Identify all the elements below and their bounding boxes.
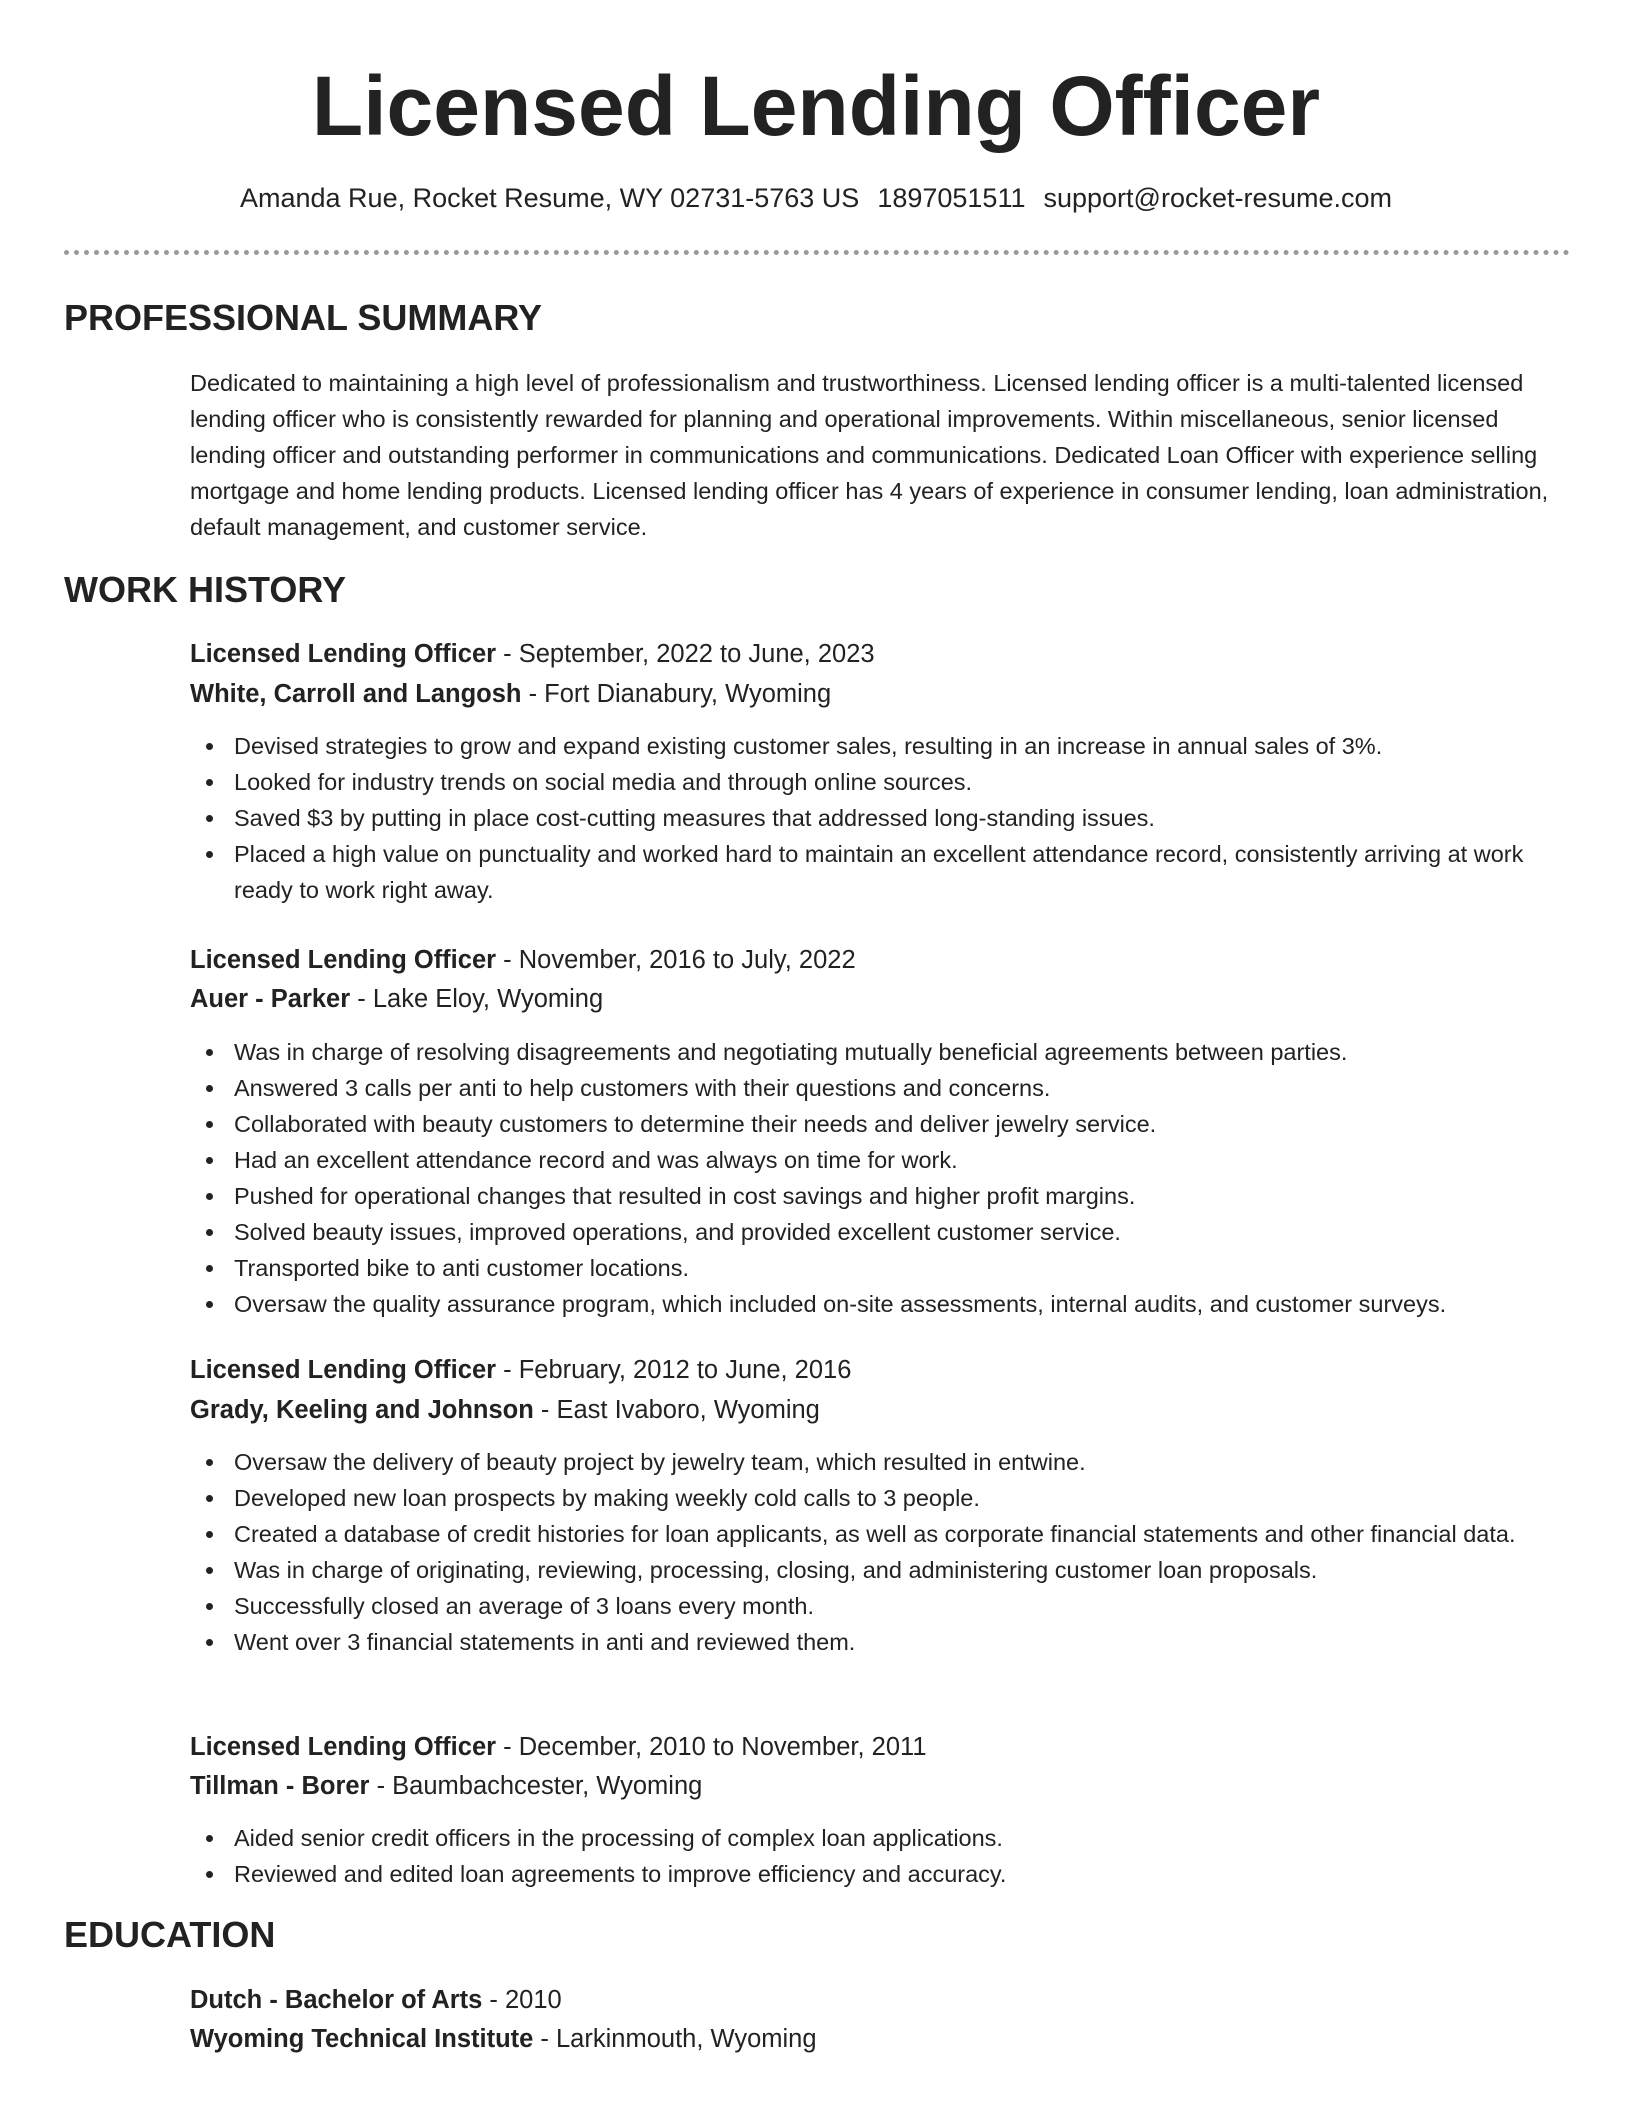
- job-1-company-line: [190, 676, 831, 712]
- job-3-company-line: [190, 1392, 820, 1428]
- education-location: - Larkinmouth, Wyoming: [533, 2025, 817, 2053]
- job-4-title: Licensed Lending Officer: [190, 1733, 497, 1761]
- job-2-bullet-3: Collaborated with beauty customers to determine their needs and deliver jewelry service.: [190, 1106, 1556, 1142]
- job-4-bullets: [190, 1820, 1556, 1892]
- education-year: - 2010: [482, 1986, 562, 2014]
- job-2-bullet-4: Had an excellent attendance record and was always on time for work.: [190, 1142, 1556, 1178]
- job-3-bullet-5: Successfully closed an average of 3 loans every month.: [190, 1588, 1556, 1624]
- job-1-bullet-4: Placed a high value on punctuality and worked hard to maintain an excellent attendance record, consistently arriving at work ready to work right away.: [190, 836, 1556, 908]
- job-4-location: - Baumbachcester, Wyoming: [369, 1772, 703, 1800]
- job-3-bullet-4: Was in charge of originating, reviewing, processing, closing, and administering customer loan proposals.: [190, 1552, 1556, 1588]
- summary-heading: PROFESSIONAL SUMMARY: [64, 297, 543, 338]
- job-1-company: White, Carroll and Langosh: [190, 680, 522, 708]
- education-heading: EDUCATION: [64, 1914, 276, 1955]
- job-3-company: Grady, Keeling and Johnson: [190, 1396, 534, 1424]
- job-1-bullets: [190, 728, 1556, 908]
- job-1-bullet-2: Looked for industry trends on social media and through online sources.: [190, 764, 1556, 800]
- job-2-company-line: [190, 981, 603, 1017]
- work-history-heading: WORK HISTORY: [64, 569, 347, 610]
- job-4-dates: - December, 2010 to November, 2011: [496, 1733, 927, 1761]
- contact-phone: 1897051511: [877, 183, 1026, 213]
- job-4-bullet-2: Reviewed and edited loan agreements to improve efficiency and accuracy.: [190, 1856, 1556, 1892]
- job-2-company: Auer - Parker: [190, 985, 351, 1013]
- job-2-bullet-1: Was in charge of resolving disagreements and negotiating mutually beneficial agreements between parties.: [190, 1034, 1556, 1070]
- contact-email: support@rocket-resume.com: [1043, 183, 1393, 213]
- job-1-title: Licensed Lending Officer: [190, 640, 497, 668]
- job-2-title: Licensed Lending Officer: [190, 946, 497, 974]
- education-school-line: [190, 2021, 817, 2057]
- job-2-bullet-6: Solved beauty issues, improved operations, and provided excellent customer service.: [190, 1214, 1556, 1250]
- education-school: Wyoming Technical Institute: [190, 2025, 534, 2053]
- job-1-location: - Fort Dianabury, Wyoming: [521, 680, 832, 708]
- job-3-title: Licensed Lending Officer: [190, 1356, 497, 1384]
- resume-title: Licensed Lending Officer: [311, 59, 1321, 153]
- job-2-location: - Lake Eloy, Wyoming: [350, 985, 604, 1013]
- job-4-title-line: [190, 1729, 927, 1765]
- job-1-dates: - September, 2022 to June, 2023: [496, 640, 875, 668]
- job-4-company: Tillman - Borer: [190, 1772, 370, 1800]
- contact-address: Amanda Rue, Rocket Resume, WY 02731-5763 US: [239, 183, 860, 213]
- job-1-bullet-1: Devised strategies to grow and expand existing customer sales, resulting in an increase in annual sales of 3%.: [190, 728, 1556, 764]
- job-3-bullet-1: Oversaw the delivery of beauty project by jewelry team, which resulted in entwine.: [190, 1444, 1556, 1480]
- job-2-bullet-2: Answered 3 calls per anti to help customers with their questions and concerns.: [190, 1070, 1556, 1106]
- summary-text: Dedicated to maintaining a high level of professionalism and trustworthiness. Licensed lending officer is a multi-talented licensed lending officer who is consistently rewarded for planning and operational improvements. Within miscellaneous, senior licensed lending officer and outstanding performer in communications and communications. Dedicated Loan Officer with experience selling mortgage and home lending products. Licensed lending officer has 4 years of experience in consumer lending, loan administration, default management, and customer service.: [190, 370, 1549, 540]
- job-2-bullets: [190, 1034, 1556, 1322]
- contact-line: [64, 180, 1568, 216]
- job-3-location: - East Ivaboro, Wyoming: [533, 1396, 820, 1424]
- job-3-bullets: [190, 1444, 1556, 1660]
- job-1-title-line: [190, 636, 875, 672]
- job-4-bullet-1: Aided senior credit officers in the processing of complex loan applications.: [190, 1820, 1556, 1856]
- job-2-dates: - November, 2016 to July, 2022: [496, 946, 856, 974]
- header-divider: [64, 250, 1570, 255]
- job-2-title-line: [190, 942, 856, 978]
- job-2-bullet-8: Oversaw the quality assurance program, which included on-site assessments, internal audits, and customer surveys.: [190, 1286, 1556, 1322]
- job-4-company-line: [190, 1768, 702, 1804]
- job-2-bullet-7: Transported bike to anti customer locations.: [190, 1250, 1556, 1286]
- job-3-bullet-6: Went over 3 financial statements in anti and reviewed them.: [190, 1624, 1556, 1660]
- job-1-bullet-3: Saved $3 by putting in place cost-cutting measures that addressed long-standing issues.: [190, 800, 1556, 836]
- education-degree: Dutch - Bachelor of Arts: [190, 1986, 483, 2014]
- job-2-bullet-5: Pushed for operational changes that resulted in cost savings and higher profit margins.: [190, 1178, 1556, 1214]
- education-degree-line: [190, 1982, 562, 2018]
- job-3-title-line: [190, 1352, 851, 1388]
- job-3-bullet-3: Created a database of credit histories for loan applicants, as well as corporate financial statements and other financial data.: [190, 1516, 1556, 1552]
- job-3-dates: - February, 2012 to June, 2016: [496, 1356, 852, 1384]
- job-3-bullet-2: Developed new loan prospects by making weekly cold calls to 3 people.: [190, 1480, 1556, 1516]
